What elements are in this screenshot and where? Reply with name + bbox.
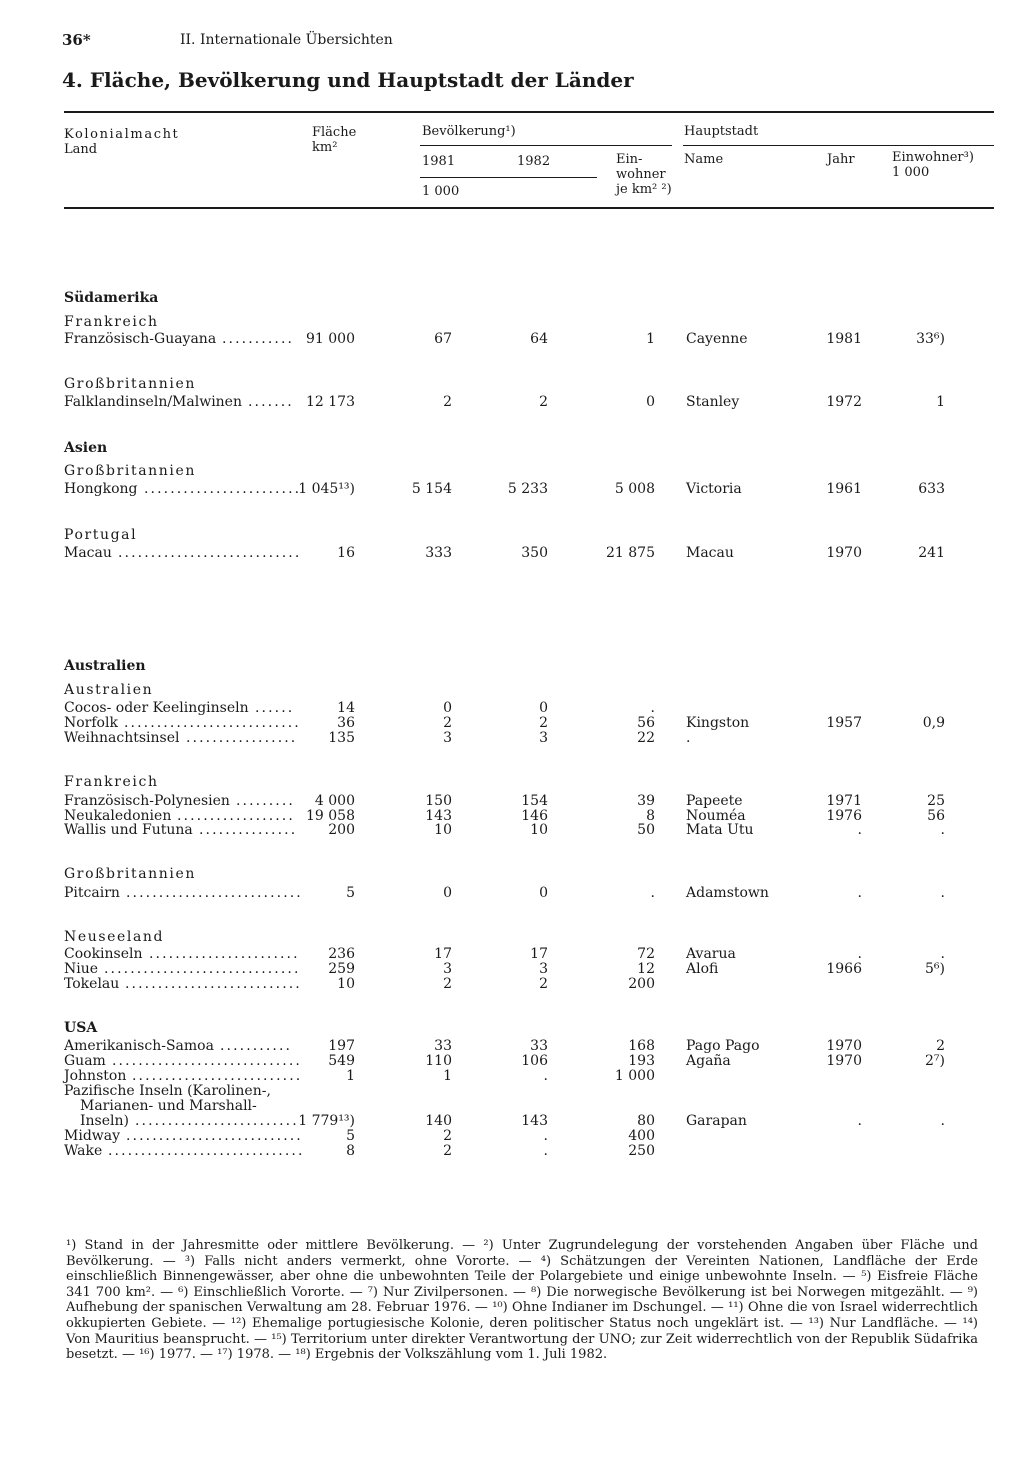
country-name: Falklandinseln/Malwinen bbox=[64, 394, 242, 410]
population-1981: 150 bbox=[425, 793, 452, 809]
density-value: 168 bbox=[628, 1038, 655, 1054]
running-title: II. Internationale Übersichten bbox=[180, 32, 393, 48]
population-1982: . bbox=[543, 1068, 548, 1084]
capital-name: Alofi bbox=[686, 961, 719, 977]
year-unit-rule bbox=[420, 177, 597, 178]
population-1982: 106 bbox=[521, 1053, 548, 1069]
capital-rule bbox=[683, 145, 994, 146]
leader-dots: ................. bbox=[186, 730, 298, 746]
capital-name: Adamstown bbox=[686, 885, 769, 901]
population-1981: 143 bbox=[425, 808, 452, 824]
population-1981: 1 bbox=[443, 1068, 452, 1084]
population-1982: . bbox=[543, 1128, 548, 1144]
population-1982: 5 233 bbox=[507, 481, 548, 497]
density-value: 193 bbox=[628, 1053, 655, 1069]
density-value: 250 bbox=[628, 1143, 655, 1159]
capital-name: Mata Utu bbox=[686, 822, 754, 838]
density-value: 5 008 bbox=[614, 481, 655, 497]
area-value: 91 000 bbox=[306, 331, 355, 347]
density-value: . bbox=[650, 700, 655, 716]
capital-name: Kingston bbox=[686, 715, 750, 731]
country-name: Französisch-Polynesien bbox=[64, 793, 230, 809]
header-dichte-2: wohner bbox=[616, 167, 666, 182]
capital-name: Avarua bbox=[686, 946, 736, 962]
area-value: 549 bbox=[328, 1053, 355, 1069]
area-value: 197 bbox=[328, 1038, 355, 1054]
country-name: Cocos- oder Keelinginseln bbox=[64, 700, 249, 716]
header-dichte-1: Ein- bbox=[616, 152, 643, 167]
capital-year: 1971 bbox=[826, 793, 862, 809]
population-1981: 3 bbox=[443, 961, 452, 977]
density-value: 8 bbox=[646, 808, 655, 824]
area-value: 259 bbox=[328, 961, 355, 977]
country-name: Französisch-Guayana bbox=[64, 331, 217, 347]
footnotes: ¹) Stand in der Jahresmitte oder mittlere Bevölkerung. — ²) Unter Zugrundelegung der vorstehenden Angaben über Fläche und Bevölkerung. — ³) Falls nicht anders vermerkt, ohne Vororte. — ⁴) Schätzungen der Vereinten Nationen, Landfläche der Erde einschließlich Binnengewässer, aber ohne die unbewohnten Teile der Polargebiete und einige unbewohnte Inseln. — ⁵) Eisfreie Fläche 341 700 km². — ⁶) Einschließlich Vororte. — ⁷) Nur Zivilpersonen. — ⁸) Die norwegische Bevölkerung ist bei Norwegen mitgezählt. — ⁹) Aufhebung der spanischen Verwaltung am 28. Februar 1976. — ¹⁰) Ohne Indianer im Dschungel. — ¹¹) Ohne die von Israel widerrechtlich okkupierten Gebiete. — ¹²) Ehemalige portugiesische Kolonie, deren politischer Status noch ungeklärt ist. — ¹³) Nur Landfläche. — ¹⁴) Von Mauritius beansprucht. — ¹⁵) Territorium unter direkter Verantwortung der UNO; zur Zeit widerrechtlich von der Republik Südafrika besetzt. — ¹⁶) 1977. — ¹⁷) 1978. — ¹⁸) Ergebnis der Volkszählung vom 1. Juli 1982. bbox=[66, 1238, 978, 1363]
area-value: 200 bbox=[328, 822, 355, 838]
country-name: Norfolk bbox=[64, 715, 118, 731]
leader-dots: ............... bbox=[199, 822, 298, 838]
leader-dots: .......................... bbox=[132, 1068, 303, 1084]
area-value: 16 bbox=[337, 545, 355, 561]
capital-population: . bbox=[940, 822, 945, 838]
capital-population: 33⁶) bbox=[916, 331, 945, 347]
colonial-power-heading: Neuseeland bbox=[64, 929, 165, 945]
population-1981: 2 bbox=[443, 715, 452, 731]
header-land: Land bbox=[64, 142, 98, 157]
country-name: Midway bbox=[64, 1128, 121, 1144]
population-1981: 110 bbox=[425, 1053, 452, 1069]
area-value: 12 173 bbox=[306, 394, 355, 410]
capital-name: Macau bbox=[686, 545, 734, 561]
header-bev-unit: 1 000 bbox=[422, 184, 460, 199]
density-value: 1 bbox=[646, 331, 655, 347]
population-1981: 2 bbox=[443, 394, 452, 410]
capital-year: 1970 bbox=[826, 1053, 862, 1069]
population-1982: 143 bbox=[521, 1113, 548, 1129]
area-value: 19 058 bbox=[306, 808, 355, 824]
population-1982: 0 bbox=[539, 700, 548, 716]
region-heading: Südamerika bbox=[64, 290, 159, 306]
capital-year: 1966 bbox=[826, 961, 862, 977]
leader-dots: ............................. bbox=[112, 1053, 302, 1069]
area-value: 5 bbox=[346, 885, 355, 901]
population-1981: 67 bbox=[434, 331, 452, 347]
population-1982: 146 bbox=[521, 808, 548, 824]
area-value: 10 bbox=[337, 976, 355, 992]
country-name: Macau bbox=[64, 545, 112, 561]
capital-year: 1957 bbox=[826, 715, 862, 731]
population-1982: 64 bbox=[530, 331, 548, 347]
density-value: . bbox=[650, 885, 655, 901]
leader-dots: ........................... bbox=[126, 885, 303, 901]
leader-dots: ........................... bbox=[124, 715, 301, 731]
density-value: 21 875 bbox=[606, 545, 655, 561]
country-name: Inseln) bbox=[80, 1113, 129, 1129]
capital-name: Nouméa bbox=[686, 808, 746, 824]
header-einwohner-unit: 1 000 bbox=[892, 165, 930, 180]
leader-dots: ....................... bbox=[149, 946, 300, 962]
header-1982: 1982 bbox=[517, 154, 551, 169]
population-1981: 3 bbox=[443, 730, 452, 746]
header-hauptstadt: Hauptstadt bbox=[684, 124, 759, 139]
leader-dots: ........... bbox=[220, 1038, 293, 1054]
population-1982: 3 bbox=[539, 730, 548, 746]
population-1982: 0 bbox=[539, 885, 548, 901]
population-1981: 17 bbox=[434, 946, 452, 962]
colonial-power-heading: Großbritannien bbox=[64, 866, 196, 882]
density-value: 200 bbox=[628, 976, 655, 992]
capital-year: 1972 bbox=[826, 394, 862, 410]
colonial-power-heading: Australien bbox=[64, 682, 154, 698]
population-1981: 0 bbox=[443, 700, 452, 716]
country-name: Pitcairn bbox=[64, 885, 120, 901]
capital-population: 2⁷) bbox=[925, 1053, 945, 1069]
leader-dots: ....... bbox=[248, 394, 294, 410]
leader-dots: ........................... bbox=[126, 1128, 303, 1144]
capital-year: 1976 bbox=[826, 808, 862, 824]
country-name: Cookinseln bbox=[64, 946, 143, 962]
header-flaeche-unit: km² bbox=[312, 140, 338, 155]
region-heading: USA bbox=[64, 1020, 98, 1036]
colonial-power-heading: Großbritannien bbox=[64, 376, 196, 392]
density-value: 80 bbox=[637, 1113, 655, 1129]
density-value: 56 bbox=[637, 715, 655, 731]
capital-name: Cayenne bbox=[686, 331, 748, 347]
colonial-power-heading: Frankreich bbox=[64, 774, 159, 790]
leader-dots: .................. bbox=[177, 808, 295, 824]
capital-year: . bbox=[857, 822, 862, 838]
page-title: 4. Fläche, Bevölkerung und Hauptstadt der Länder bbox=[62, 68, 634, 92]
population-1982: 154 bbox=[521, 793, 548, 809]
country-name: Tokelau bbox=[64, 976, 120, 992]
population-1982: 33 bbox=[530, 1038, 548, 1054]
population-1981: 0 bbox=[443, 885, 452, 901]
population-1982: 2 bbox=[539, 394, 548, 410]
capital-population: 2 bbox=[936, 1038, 945, 1054]
leader-dots: ......... bbox=[236, 793, 295, 809]
country-name: Marianen- und Marshall- bbox=[80, 1098, 257, 1114]
population-1981: 2 bbox=[443, 976, 452, 992]
header-einwohner: Einwohner³) bbox=[892, 150, 974, 165]
population-1982: 10 bbox=[530, 822, 548, 838]
population-1982: 2 bbox=[539, 715, 548, 731]
population-1981: 5 154 bbox=[411, 481, 452, 497]
table-header-bottom-rule bbox=[64, 207, 994, 209]
density-value: 400 bbox=[628, 1128, 655, 1144]
capital-population: 25 bbox=[927, 793, 945, 809]
leader-dots: ........... bbox=[222, 331, 295, 347]
leader-dots: .............................. bbox=[104, 961, 301, 977]
capital-year: . bbox=[857, 946, 862, 962]
area-value: 1 779¹³) bbox=[298, 1113, 355, 1129]
capital-name: Papeete bbox=[686, 793, 743, 809]
population-rule bbox=[420, 145, 672, 146]
density-value: 22 bbox=[637, 730, 655, 746]
area-value: 1 bbox=[346, 1068, 355, 1084]
capital-population: . bbox=[940, 1113, 945, 1129]
leader-dots: ........................... bbox=[125, 976, 302, 992]
capital-year: . bbox=[857, 885, 862, 901]
population-1982: 2 bbox=[539, 976, 548, 992]
leader-dots: .............................. bbox=[108, 1143, 305, 1159]
area-value: 36 bbox=[337, 715, 355, 731]
capital-year: . bbox=[857, 1113, 862, 1129]
population-1982: . bbox=[543, 1143, 548, 1159]
area-value: 8 bbox=[346, 1143, 355, 1159]
area-value: 5 bbox=[346, 1128, 355, 1144]
density-value: 0 bbox=[646, 394, 655, 410]
capital-year: 1970 bbox=[826, 1038, 862, 1054]
header-1981: 1981 bbox=[422, 154, 456, 169]
country-name: Wallis und Futuna bbox=[64, 822, 193, 838]
capital-name: Garapan bbox=[686, 1113, 747, 1129]
country-name: Weihnachtsinsel bbox=[64, 730, 180, 746]
country-name: Niue bbox=[64, 961, 99, 977]
population-1982: 17 bbox=[530, 946, 548, 962]
colonial-power-heading: Frankreich bbox=[64, 314, 159, 330]
leader-dots: ............................ bbox=[118, 545, 302, 561]
country-name: Pazifische Inseln (Karolinen-, bbox=[64, 1083, 271, 1099]
population-1982: 350 bbox=[521, 545, 548, 561]
capital-population: 1 bbox=[936, 394, 945, 410]
table-top-rule bbox=[64, 111, 994, 113]
density-value: 39 bbox=[637, 793, 655, 809]
header-jahr: Jahr bbox=[827, 152, 855, 167]
colonial-power-heading: Portugal bbox=[64, 527, 138, 543]
density-value: 72 bbox=[637, 946, 655, 962]
area-value: 14 bbox=[337, 700, 355, 716]
capital-name: . bbox=[686, 730, 691, 746]
capital-year: 1981 bbox=[826, 331, 862, 347]
capital-name: Stanley bbox=[686, 394, 740, 410]
area-value: 236 bbox=[328, 946, 355, 962]
population-1981: 33 bbox=[434, 1038, 452, 1054]
country-name: Johnston bbox=[64, 1068, 127, 1084]
capital-population: 56 bbox=[927, 808, 945, 824]
capital-population: . bbox=[940, 885, 945, 901]
colonial-power-heading: Großbritannien bbox=[64, 463, 196, 479]
capital-population: . bbox=[940, 946, 945, 962]
country-name: Neukaledonien bbox=[64, 808, 172, 824]
population-1981: 333 bbox=[425, 545, 452, 561]
country-name: Amerikanisch-Samoa bbox=[64, 1038, 214, 1054]
capital-population: 633 bbox=[918, 481, 945, 497]
header-name: Name bbox=[684, 152, 724, 167]
leader-dots: ......................... bbox=[135, 1113, 299, 1129]
area-value: 4 000 bbox=[314, 793, 355, 809]
capital-name: Pago Pago bbox=[686, 1038, 760, 1054]
density-value: 12 bbox=[637, 961, 655, 977]
leader-dots: ...... bbox=[255, 700, 295, 716]
population-1981: 10 bbox=[434, 822, 452, 838]
population-1981: 2 bbox=[443, 1128, 452, 1144]
header-dichte-3: je km² ²) bbox=[616, 182, 672, 197]
capital-year: 1970 bbox=[826, 545, 862, 561]
country-name: Hongkong bbox=[64, 481, 138, 497]
country-name: Guam bbox=[64, 1053, 106, 1069]
capital-name: Agaña bbox=[686, 1053, 731, 1069]
density-value: 50 bbox=[637, 822, 655, 838]
population-1981: 140 bbox=[425, 1113, 452, 1129]
density-value: 1 000 bbox=[614, 1068, 655, 1084]
capital-population: 0,9 bbox=[922, 715, 945, 731]
region-heading: Australien bbox=[64, 658, 146, 674]
area-value: 1 045¹³) bbox=[298, 481, 355, 497]
capital-population: 241 bbox=[918, 545, 945, 561]
country-name: Wake bbox=[64, 1143, 103, 1159]
header-kolonialmacht: Kolonialmacht bbox=[64, 127, 180, 142]
capital-year: 1961 bbox=[826, 481, 862, 497]
population-1982: 3 bbox=[539, 961, 548, 977]
capital-name: Victoria bbox=[686, 481, 742, 497]
area-value: 135 bbox=[328, 730, 355, 746]
population-1981: 2 bbox=[443, 1143, 452, 1159]
leader-dots: ........................ bbox=[144, 481, 302, 497]
region-heading: Asien bbox=[64, 440, 108, 456]
header-flaeche: Fläche bbox=[312, 125, 357, 140]
header-bevoelkerung: Bevölkerung¹) bbox=[422, 124, 516, 139]
capital-population: 5⁶) bbox=[925, 961, 945, 977]
page-number: 36* bbox=[62, 31, 91, 49]
